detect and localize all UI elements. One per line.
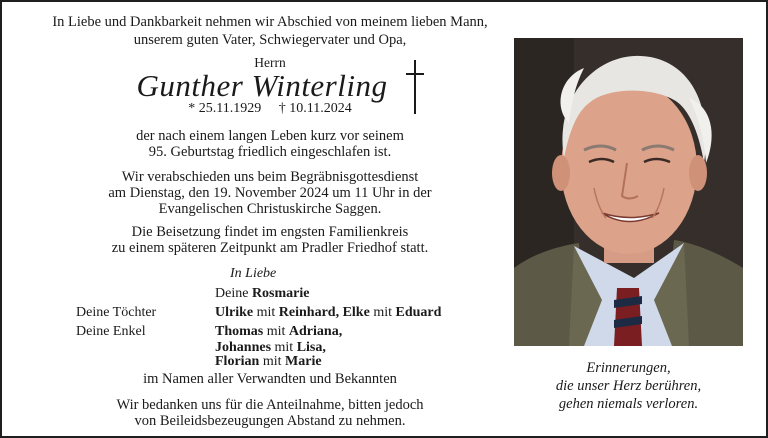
burial-line-2: zu einem späteren Zeitpunkt am Pradler Friedhof statt. [111, 240, 429, 256]
service-line-3: Evangelischen Christuskirche Saggen. [158, 201, 382, 217]
death-date: † 10.11.2024 [278, 101, 352, 116]
connector-mit: mit [262, 354, 282, 369]
grandchild-partner-1: Adriana, [288, 324, 343, 339]
daughters-label: Deine Töchter [76, 305, 157, 320]
life-dates [20, 101, 520, 117]
grandchild-line-1 [215, 324, 342, 340]
deceased-name: Gunther Winterling [136, 68, 388, 103]
passing-line-1: der nach einem langen Leben kurz vor seinem [136, 128, 404, 144]
service-text [20, 169, 520, 217]
thanks-line-1: Wir bedanken uns für die Anteilnahme, bitten jedoch [116, 397, 424, 413]
portrait-illustration [514, 38, 743, 346]
quote-line-1: Erinnerungen, [586, 360, 671, 376]
grandchild-1: Thomas [215, 324, 264, 339]
burial-line-1: Die Beisetzung findet im engsten Familienkreis [131, 224, 409, 240]
grandchildren-label: Deine Enkel [76, 324, 146, 339]
daughters-line [215, 305, 441, 321]
family-line: im Namen aller Verwandten und Bekannten [143, 371, 397, 387]
grandchild-2: Johannes [215, 340, 272, 355]
quote-line-3: gehen niemals verloren. [558, 396, 699, 412]
service-line-2: am Dienstag, den 19. November 2024 um 11 Uhr in der [108, 185, 432, 201]
son-in-law-2: Eduard [395, 305, 442, 320]
quote-line-2: die unser Herz berühren, [555, 378, 702, 394]
daughter-2: Elke [342, 305, 370, 320]
son-in-law-1: Reinhard, [278, 305, 340, 320]
daughter-1: Ulrike [215, 305, 254, 320]
intro-line-2: unserem guten Vater, Schwiegervater und Opa, [133, 32, 407, 48]
wife-name: Rosmarie [251, 286, 310, 301]
thanks-line-2: von Beileidsbezeugungen Abstand zu nehmen. [134, 413, 406, 429]
intro-text [20, 13, 520, 49]
wife-line [215, 286, 309, 302]
thanks-text [20, 397, 520, 429]
intro-line-1: In Liebe und Dankbarkeit nehmen wir Abschied von meinem lieben Mann, [52, 14, 488, 30]
birth-date: * 25.11.1929 [188, 101, 262, 116]
grandchild-3: Florian [215, 354, 260, 369]
connector-mit: mit [266, 324, 286, 339]
portrait-photo [514, 38, 743, 346]
passing-line-2: 95. Geburtstag friedlich eingeschlafen ist. [148, 144, 392, 160]
salutation: Herrn [254, 55, 286, 70]
memorial-quote [514, 359, 743, 413]
service-line-1: Wir verabschieden uns beim Begräbnisgottesdienst [121, 169, 419, 185]
grandchild-partner-3: Marie [285, 354, 322, 369]
grandchild-line-3 [215, 354, 322, 370]
wife-prefix: Deine [215, 286, 249, 301]
burial-text [20, 224, 520, 256]
connector-mit: mit [373, 305, 392, 320]
connector-mit: mit [274, 340, 294, 355]
connector-mit: mit [256, 305, 276, 320]
grandchild-partner-2: Lisa, [296, 340, 326, 355]
passing-text [20, 128, 520, 160]
in-love-heading: In Liebe [230, 266, 277, 281]
